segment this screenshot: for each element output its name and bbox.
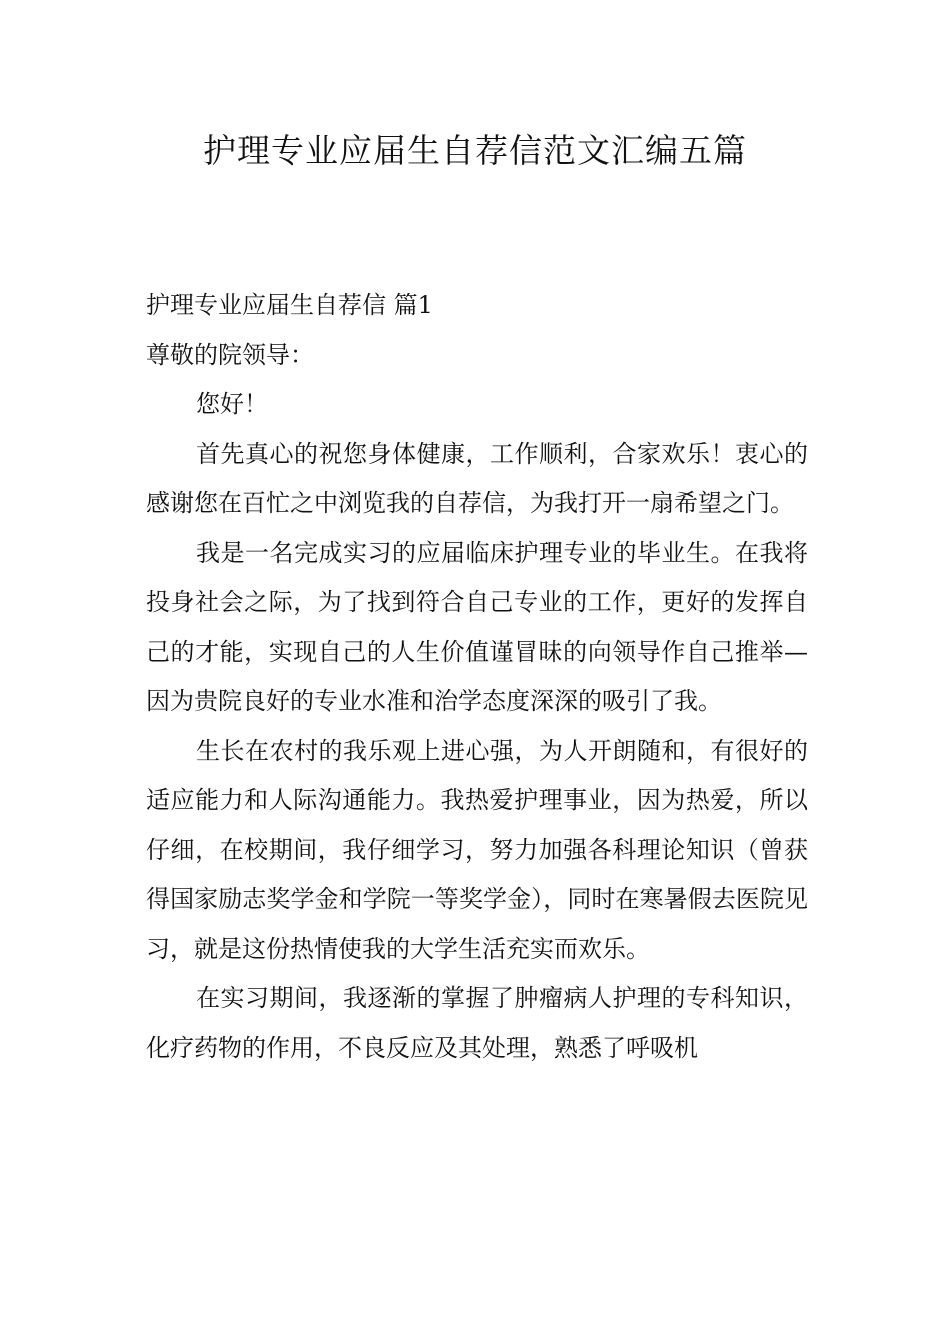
greeting: 您好！	[196, 390, 268, 418]
document-title: 护理专业应届生自荐信范文汇编五篇	[203, 131, 747, 170]
paragraph: 在实习期间，我逐渐的掌握了肿瘤病人护理的专科知识，化疗药物的作用，不良反应及其处理，熟悉了呼吸机	[146, 984, 808, 1062]
paragraph: 首先真心的祝您身体健康，工作顺利，合家欢乐！衷心的感谢您在百忙之中浏览我的自荐信，为我打开一扇希望之门。	[146, 439, 808, 517]
paragraph: 生长在农村的我乐观上进心强，为人开朗随和，有很好的适应能力和人际沟通能力。我热爱护理事业，因为热爱，所以仔细，在校期间，我仔细学习，努力加强各科理论知识（曾获得国家励志奖学金和学院一等奖学金），同时在寒暑假去医院见习，就是这份热情使我的大学生活充实而欢乐。	[146, 736, 808, 963]
section-heading: 护理专业应届生自荐信 篇1	[146, 291, 433, 319]
letter-body	[146, 280, 808, 1073]
paragraph: 我是一名完成实习的应届临床护理专业的毕业生。在我将投身社会之际，为了找到符合自己专业的工作，更好的发挥自己的才能，实现自己的人生价值谨冒昧的向领导作自己推举—因为贵院良好的专业水准和治学态度深深的吸引了我。	[146, 538, 808, 715]
salutation: 尊敬的院领导：	[146, 341, 314, 369]
